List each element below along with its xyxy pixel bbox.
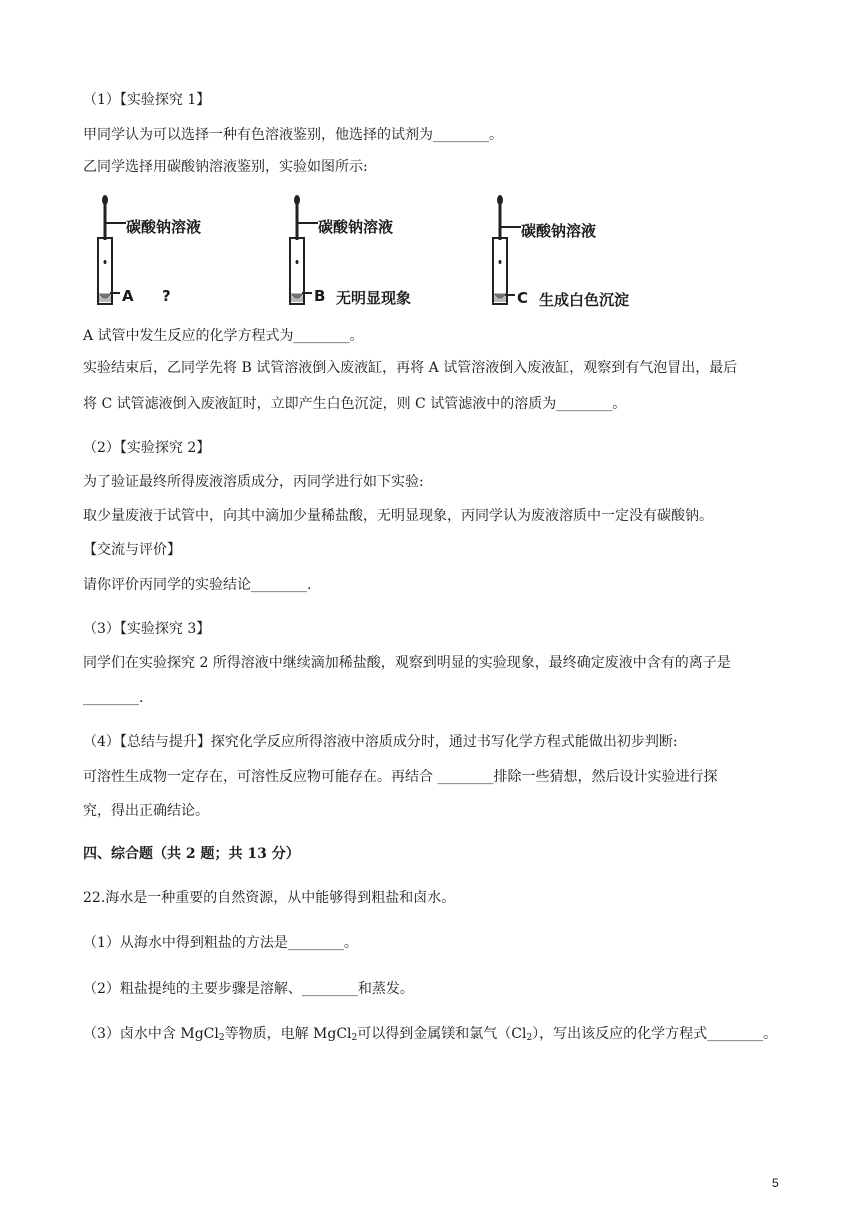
q21-part4-line3: 究，得出正确结论。 [83,803,209,819]
tube-note-b: 无明显现象 [336,289,412,307]
test-tube-figure [90,190,690,315]
tube-note-c: 生成白色沉淀 [539,291,630,309]
tube-group-c [485,190,705,315]
reagent-label-c: 碳酸钠溶液 [521,222,597,240]
q22-sub3: （3）卤水中含 MgCl$_2$等物质，电解 MgCl$_2$可以得到金属镁和氯气$(Cl_2)$，写出该反应的化学方程式________。 [83,1026,778,1043]
q22-stem: 22.海水是一种重要的自然资源，从中能够得到粗盐和卤水。 [83,890,456,906]
q21-part3-line2: ________. [83,690,144,706]
tube-letter-a: A [122,287,134,305]
q21-part2-line1: 为了验证最终所得废液溶质成分，丙同学进行如下实验: [83,474,424,490]
q21-part1-line2: 乙同学选择用碳酸钠溶液鉴别，实验如图所示: [83,159,368,175]
q21-part1-line4: 实验结束后，乙同学先将 B 试管溶液倒入废液缸，再将 A 试管溶液倒入废液缸，观察到有气泡冒出，最后 [83,360,738,376]
tube-letter-b: B [314,287,326,305]
q22-sub1: （1）从海水中得到粗盐的方法是________。 [83,935,358,951]
q21-part1-line3: A 试管中发生反应的化学方程式为________。 [83,328,364,344]
q22-sub2: （2）粗盐提纯的主要步骤是溶解、________和蒸发。 [83,981,414,997]
reagent-label-a: 碳酸钠溶液 [126,218,202,236]
q21-part1-line1: 甲同学认为可以选择一种有色溶液鉴别，他选择的试剂为________。 [83,127,503,143]
tube-note-a: ? [162,287,171,305]
q21-part2-line2: 取少量废液于试管中，向其中滴加少量稀盐酸，无明显现象，丙同学认为废液溶质中一定没有碳酸钠。 [83,508,713,524]
q21-part1-line5: 将 C 试管滤液倒入废液缸时，立即产生白色沉淀，则 C 试管滤液中的溶质为________。 [83,396,627,412]
q21-part2-line3: 请你评价丙同学的实验结论________. [83,577,312,593]
q21-part4-line1: （4）【总结与提升】探究化学反应所得溶液中溶质成分时，通过书写化学方程式能做出初步判断: [83,734,678,750]
tube-group-a [90,190,310,315]
q21-part1-heading: （1）【实验探究 1】 [83,92,211,108]
q21-part2-heading: （2）【实验探究 2】 [83,440,211,456]
tube-group-b [282,190,502,315]
reagent-label-b: 碳酸钠溶液 [318,218,394,236]
q21-part4-line2: 可溶性生成物一定存在，可溶性反应物可能存在。再结合 ________排除一些猜想，然后设计实验进行探 [83,769,718,785]
page-number: 5 [772,1176,779,1190]
q21-part3-heading: （3）【实验探究 3】 [83,621,211,637]
section-heading: 四、综合题（共 2 题；共 13 分） [83,846,300,862]
q21-part3-line1: 同学们在实验探究 2 所得溶液中继续滴加稀盐酸，观察到明显的实验现象，最终确定废液中含有的离子是 [83,655,731,671]
tube-letter-c: C [517,289,529,307]
q21-part2-eval-heading: 【交流与评价】 [83,542,181,558]
